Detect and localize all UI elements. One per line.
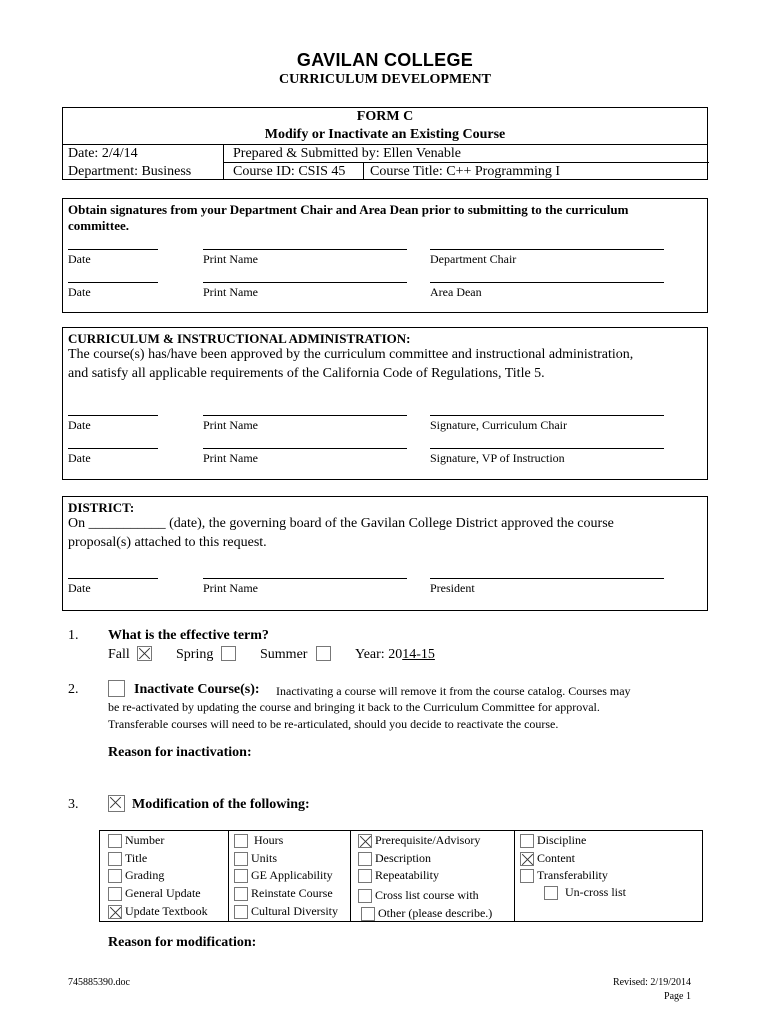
checkbox[interactable]	[108, 869, 122, 883]
inactivate-checkbox[interactable]	[108, 680, 125, 697]
summer-label: Summer	[260, 647, 308, 662]
curriculum-heading: CURRICULUM & INSTRUCTIONAL ADMINISTRATION:	[68, 331, 411, 346]
department-chair-label: Department Chair	[430, 252, 517, 266]
mod-option-cross-list[interactable]	[358, 888, 479, 903]
mod-option-content[interactable]	[520, 851, 575, 866]
course-title-field: Course Title: C++ Programming I	[370, 164, 561, 179]
mod-option-general-update[interactable]	[108, 886, 201, 901]
mod-option-units[interactable]	[234, 851, 277, 866]
summer-checkbox[interactable]	[316, 646, 331, 661]
curriculum-box	[62, 327, 708, 480]
mod-option-label: Title	[125, 851, 148, 865]
footer-filename: 745885390.doc	[68, 977, 130, 988]
footer-revised: Revised: 2/19/2014	[612, 977, 691, 988]
curriculum-text-line2: and satisfy all applicable requirements of the California Code of Regulations, Title 5.	[68, 366, 545, 381]
date-label: Date	[68, 285, 91, 299]
inactivate-text-line1: Inactivating a course will remove it from the course catalog. Courses may	[276, 684, 631, 698]
curriculum-text-line1: The course(s) has/have been approved by the curriculum committee and instructional administration,	[68, 347, 634, 362]
mod-option-label: Other (please describe.)	[378, 906, 493, 920]
signature-box	[62, 198, 708, 313]
checkbox[interactable]	[544, 886, 558, 900]
checkbox[interactable]	[520, 869, 534, 883]
prepared-by-field: Prepared & Submitted by: Ellen Venable	[233, 146, 461, 161]
mod-option-label: Un-cross list	[565, 885, 626, 899]
mod-option-label: GE Applicability	[251, 868, 333, 882]
reason-modification-label: Reason for modification:	[108, 935, 257, 950]
mod-option-label: Content	[537, 851, 575, 865]
modification-table	[99, 830, 703, 922]
district-text-line2: proposal(s) attached to this request.	[68, 535, 267, 550]
mod-option-discipline[interactable]	[520, 833, 586, 848]
mod-option-label: Hours	[254, 833, 284, 847]
mod-option-transferability[interactable]	[520, 868, 608, 883]
checkbox[interactable]	[358, 889, 372, 903]
mod-option-label: Cultural Diversity	[251, 904, 338, 918]
checkbox[interactable]	[234, 869, 248, 883]
district-box	[62, 496, 708, 611]
question-1-number: 1.	[68, 628, 79, 643]
mod-option-label: Transferability	[537, 868, 608, 882]
checkbox[interactable]	[234, 905, 248, 919]
modification-checkbox[interactable]	[108, 795, 125, 812]
form-label: FORM C	[356, 109, 414, 124]
mod-option-title[interactable]	[108, 851, 147, 866]
year-label	[355, 647, 435, 663]
mod-option-un-cross-list[interactable]	[544, 885, 626, 900]
checkbox[interactable]	[234, 852, 248, 866]
question-2-number: 2.	[68, 682, 79, 697]
college-title: GAVILAN COLLEGE	[296, 50, 474, 70]
mod-option-label: General Update	[125, 886, 201, 900]
print-name-label: Print Name	[203, 418, 258, 432]
reason-inactivation-label: Reason for inactivation:	[108, 745, 252, 760]
date-label: Date	[68, 581, 91, 595]
spring-checkbox[interactable]	[221, 646, 236, 661]
president-label: President	[430, 581, 475, 595]
vp-instruction-label: Signature, VP of Instruction	[430, 451, 565, 465]
mod-option-hours[interactable]	[234, 833, 283, 848]
mod-option-label: Repeatability	[375, 868, 439, 882]
mod-option-label: Update Textbook	[125, 904, 208, 918]
inactivate-text-line2: be re-activated by updating the course and bringing it back to the Curriculum Committee for approval.	[108, 700, 600, 714]
checkbox-checked[interactable]	[108, 905, 122, 919]
department-field: Department: Business	[68, 164, 192, 179]
print-name-label: Print Name	[203, 285, 258, 299]
modification-label: Modification of the following:	[132, 797, 310, 812]
checkbox[interactable]	[234, 887, 248, 901]
page-subtitle: CURRICULUM DEVELOPMENT	[279, 72, 491, 87]
mod-option-label: Description	[375, 851, 431, 865]
checkbox-checked[interactable]	[520, 852, 534, 866]
inactivate-text-line3: Transferable courses will need to be re-articulated, should you decide to reactivate the course.	[108, 717, 559, 731]
print-name-label: Print Name	[203, 451, 258, 465]
footer-page-number: Page 1	[664, 991, 691, 1002]
mod-option-description[interactable]	[358, 851, 431, 866]
question-3-number: 3.	[68, 797, 79, 812]
year-value[interactable]: 14-15	[402, 647, 435, 662]
area-dean-label: Area Dean	[430, 285, 482, 299]
spring-label: Spring	[176, 647, 214, 662]
curriculum-chair-label: Signature, Curriculum Chair	[430, 418, 567, 432]
question-1-text: What is the effective term?	[108, 628, 269, 643]
checkbox[interactable]	[108, 887, 122, 901]
mod-option-label: Discipline	[537, 833, 587, 847]
form-header-table	[62, 107, 708, 180]
checkbox[interactable]	[361, 907, 375, 921]
district-heading: DISTRICT:	[68, 500, 135, 515]
checkbox[interactable]	[108, 834, 122, 848]
year-prefix: Year: 20	[355, 647, 403, 662]
checkbox[interactable]	[108, 852, 122, 866]
signature-instruction: Obtain signatures from your Department Chair and Area Dean prior to submitting to the curriculum committee.	[68, 202, 629, 233]
mod-option-repeatability[interactable]	[358, 868, 439, 883]
mod-option-reinstate-course[interactable]	[234, 886, 333, 901]
mod-option-update-textbook[interactable]	[108, 904, 208, 919]
mod-option-label: Prerequisite/Advisory	[375, 833, 481, 847]
checkbox[interactable]	[358, 852, 372, 866]
mod-option-cultural-diversity[interactable]	[234, 904, 338, 919]
print-name-label: Print Name	[203, 252, 258, 266]
checkbox-checked[interactable]	[358, 834, 372, 848]
checkbox[interactable]	[234, 834, 248, 848]
mod-option-number[interactable]	[108, 833, 164, 848]
mod-option-label: Cross list course with	[375, 888, 479, 902]
course-id-field: Course ID: CSIS 45	[233, 164, 346, 179]
fall-checkbox[interactable]	[137, 646, 152, 661]
mod-option-label: Grading	[125, 868, 165, 882]
date-label: Date	[68, 252, 91, 266]
district-text-line1: On ___________ (date), the governing board of the Gavilan College District approved the course	[68, 516, 614, 531]
inactivate-label: Inactivate Course(s):	[134, 682, 260, 697]
mod-option-prerequisite[interactable]	[358, 833, 480, 848]
mod-option-other[interactable]	[361, 906, 492, 921]
mod-option-grading[interactable]	[108, 868, 164, 883]
print-name-label: Print Name	[203, 581, 258, 595]
date-label: Date	[68, 418, 91, 432]
checkbox[interactable]	[358, 869, 372, 883]
mod-option-ge-applicability[interactable]	[234, 868, 333, 883]
date-label: Date	[68, 451, 91, 465]
mod-option-label: Reinstate Course	[251, 886, 333, 900]
mod-option-label: Units	[251, 851, 278, 865]
mod-option-label: Number	[125, 833, 165, 847]
form-title: Modify or Inactivate an Existing Course	[264, 127, 506, 142]
date-field: Date: 2/4/14	[68, 146, 138, 161]
checkbox[interactable]	[520, 834, 534, 848]
fall-label: Fall	[108, 647, 130, 662]
